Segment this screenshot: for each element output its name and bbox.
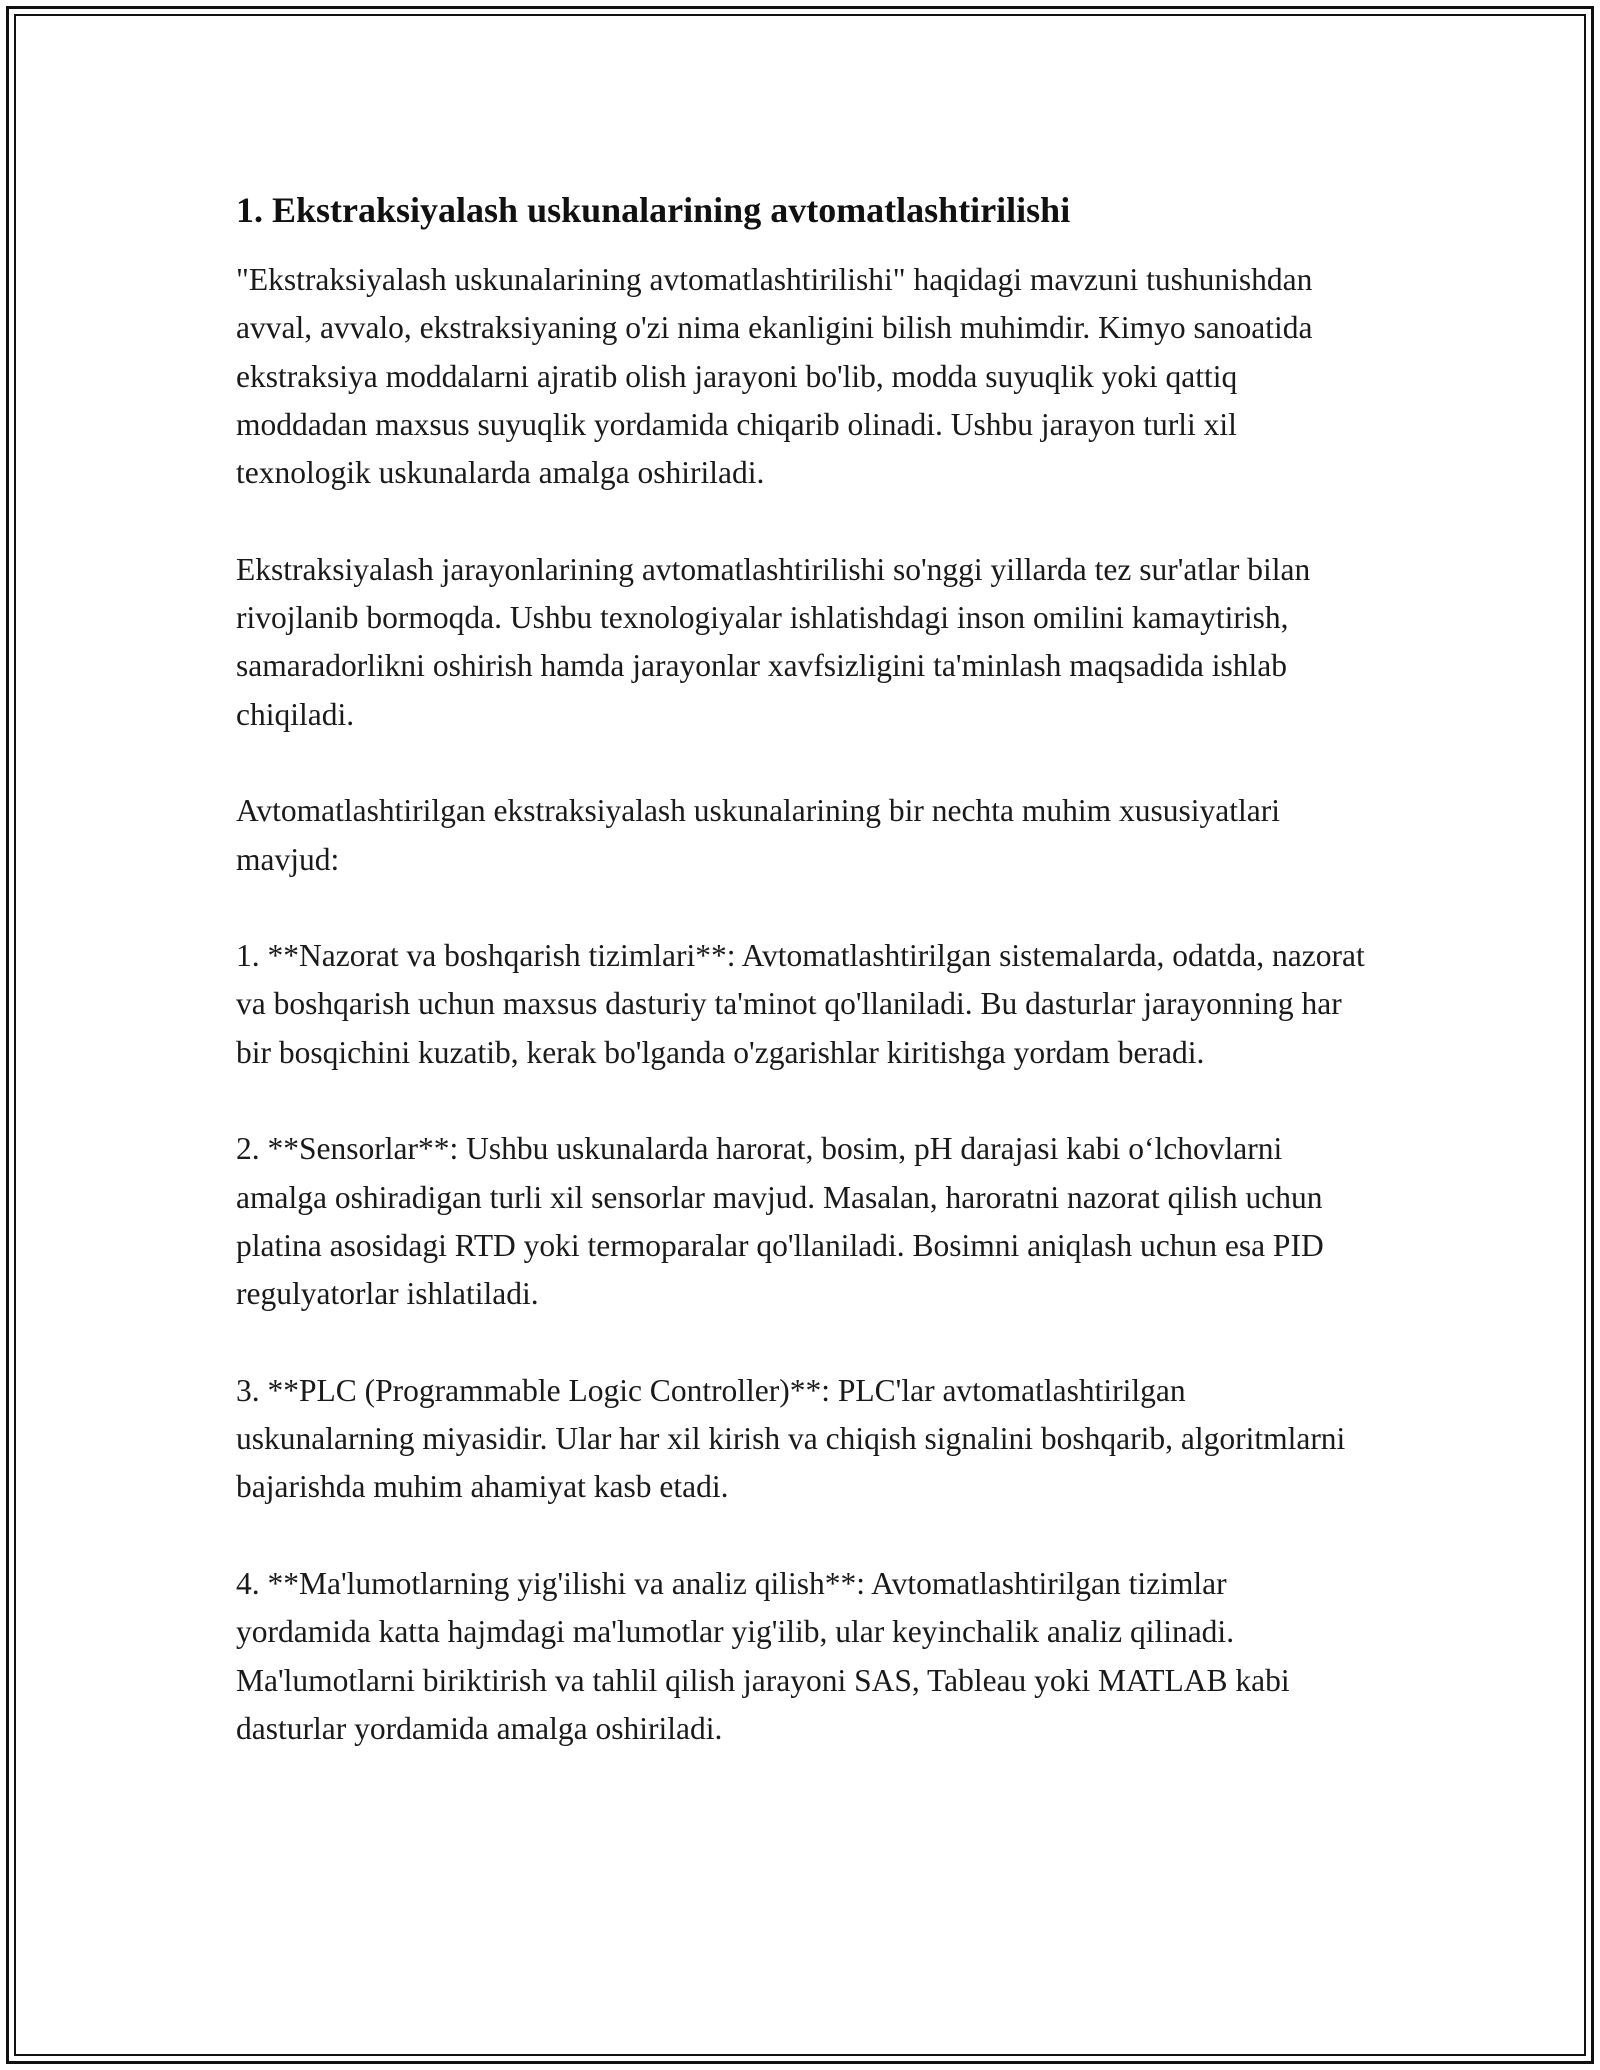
paragraph-features-lead: Avtomatlashtirilgan ekstraksiyalash uskunalarining bir nechta muhim xususiyatlari mavjud:	[236, 793, 1280, 877]
section-heading: 1. Ekstraksiyalash uskunalarining avtomatlashtirilishi	[236, 190, 1071, 230]
list-item-sensors: 2. **Sensorlar**: Ushbu uskunalarda harorat, bosim, pH darajasi kabi o‘lchovlarni amalga oshiradigan turli xil sensorlar mavjud. Masalan, haroratni nazorat qilish uchun platina asosidagi RTD yoki termoparalar qo'llaniladi. Bosimni aniqlash uchun esa PID regulyatorlar ishlatiladi.	[236, 1131, 1324, 1312]
list-item-data-analysis: 4. **Ma'lumotlarning yig'ilishi va analiz qilish**: Avtomatlashtirilgan tizimlar yordamida katta hajmdagi ma'lumotlar yig'ilib, ular keyinchalik analiz qilinadi. Ma'lumotlarni biriktirish va tahlil qilish jarayoni SAS, Tableau yoki MATLAB kabi dasturlar yordamida amalga oshiriladi.	[236, 1566, 1290, 1746]
document-body	[236, 186, 1366, 1753]
list-item-control-systems: 1. **Nazorat va boshqarish tizimlari**: Avtomatlashtirilgan sistemalarda, odatda, nazorat va boshqarish uchun maxsus dasturiy ta'minot qo'llaniladi. Bu dasturlar jarayonning har bir bosqichini kuzatib, kerak bo'lganda o'zgarishlar kiritishga yordam beradi.	[236, 938, 1365, 1070]
paragraph-automation-overview: Ekstraksiyalash jarayonlarining avtomatlashtirilishi so'nggi yillarda tez sur'atlar bilan rivojlanib bormoqda. Ushbu texnologiyalar ishlatishdagi inson omilini kamaytirish, samaradorlikni oshirish hamda jarayonlar xavfsizligini ta'minlash maqsadida ishlab chiqiladi.	[236, 551, 1311, 732]
list-item-plc: 3. **PLC (Programmable Logic Controller)**: PLC'lar avtomatlashtirilgan uskunalarning miyasidir. Ular har xil kirish va chiqish signalini boshqarib, algoritmlarni bajarishda muhim ahamiyat kasb etadi.	[236, 1372, 1346, 1505]
paragraph-intro: "Ekstraksiyalash uskunalarining avtomatlashtirilishi" haqidagi mavzuni tushunishdan avval, avvalo, ekstraksiyaning o'zi nima ekanligini bilish muhimdir. Kimyo sanoatida ekstraksiya moddalarni ajratib olish jarayoni bo'lib, modda suyuqlik yoki qattiq moddadan maxsus suyuqlik yordamida chiqarib olinadi. Ushbu jarayon turli xil texnologik uskunalarda amalga oshiriladi.	[236, 262, 1313, 491]
